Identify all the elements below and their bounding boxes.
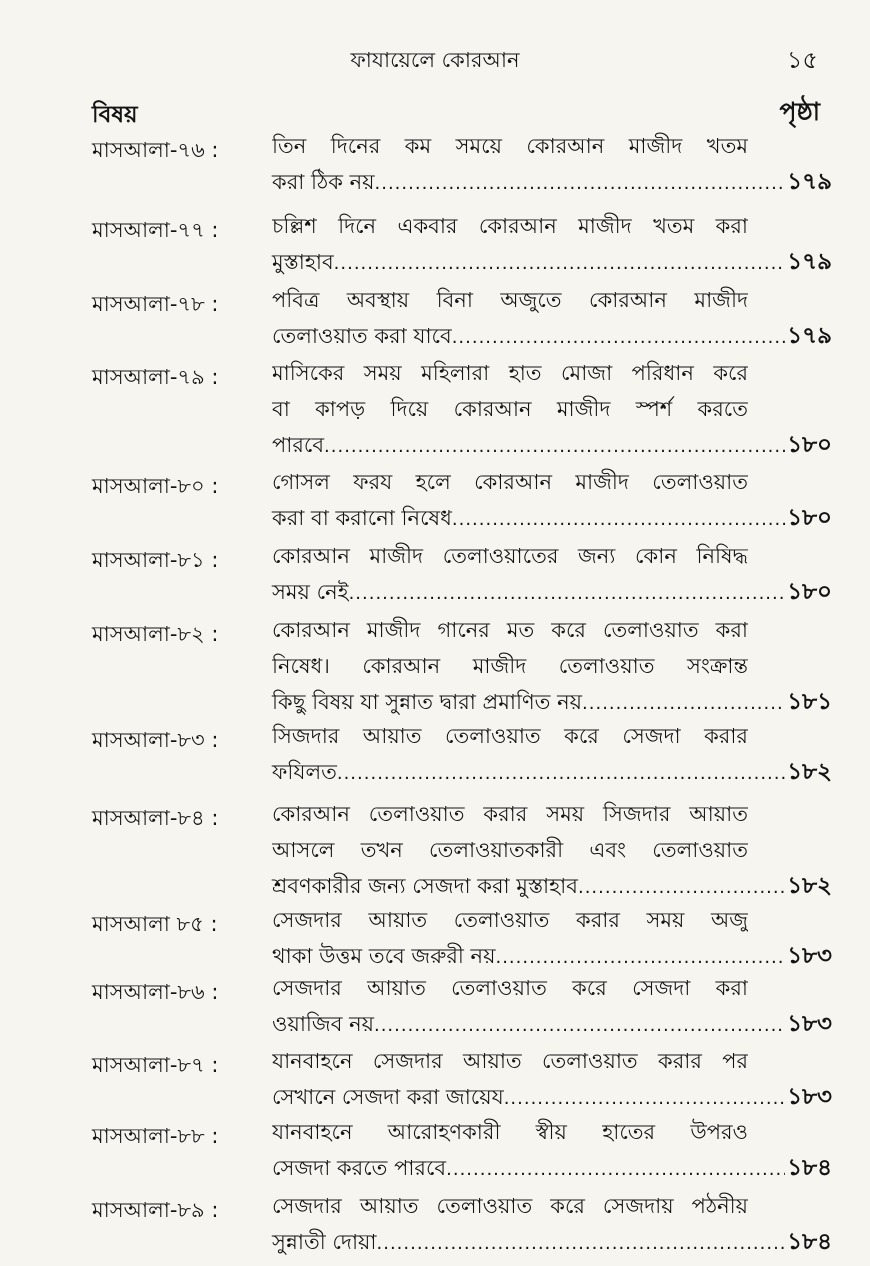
masala-label: মাসআলা-৭৯ :	[92, 365, 219, 389]
description-line: সেজদার আয়াত তেলাওয়াত করার সময় অজু	[272, 908, 748, 932]
description-line: পারবে	[272, 433, 325, 457]
description-last-line	[272, 1224, 832, 1260]
entry-page-number: ১৮০	[787, 432, 832, 458]
description-line: সেজদার আয়াত তেলাওয়াত করে সেজদা করা	[272, 976, 748, 1000]
masala-label: মাসআলা-৮৩ :	[92, 728, 219, 752]
description-line: সময় নেই	[272, 580, 349, 604]
entry-description	[272, 538, 832, 610]
description-last-line	[272, 1006, 832, 1042]
description-line: কিছু বিষয় যা সুন্নাত দ্বারা প্রমাণিত নয়	[272, 690, 583, 714]
entry-page-number: ১৮২	[787, 759, 832, 785]
page-number: ১৫	[786, 46, 818, 74]
dot-leader	[446, 1152, 785, 1188]
masala-label: মাসআলা-৮৮ :	[92, 1124, 219, 1148]
description-line: কোরআন মাজীদ তেলাওয়াতের জন্য কোন নিষিদ্ধ	[272, 544, 748, 568]
dot-leader	[375, 166, 786, 202]
masala-label: মাসআলা-৮২ :	[92, 622, 219, 646]
description-line: সিজদার আয়াত তেলাওয়াত করে সেজদা করার	[272, 724, 748, 748]
description-last-line	[272, 868, 832, 904]
description-line: গোসল ফরয হলে কোরআন মাজীদ তেলাওয়াত	[272, 470, 748, 494]
description-line: মাসিকের সময় মহিলারা হাত মোজা পরিধান করে	[272, 361, 748, 385]
dot-leader	[582, 686, 785, 722]
masala-label: মাসআলা-৭৭ :	[92, 218, 219, 242]
description-line: কোরআন মাজীদ গানের মত করে তেলাওয়াত করা	[272, 618, 748, 642]
dot-leader	[452, 502, 785, 538]
entry-description	[272, 128, 832, 200]
masala-label: মাসআলা-৮৯ :	[92, 1198, 219, 1222]
masala-label: মাসআলা-৮১ :	[92, 548, 219, 572]
masala-label: মাসআলা-৮৪ :	[92, 806, 219, 830]
description-line: তেলাওয়াত করা যাবে	[272, 324, 452, 348]
description-line: ফযিলত	[272, 760, 337, 784]
running-header-title: ফাযায়েলে কোরআন	[350, 48, 520, 72]
entry-description	[272, 970, 832, 1042]
entry-description	[272, 464, 832, 536]
description-line: নিষেধ। কোরআন মাজীদ তেলাওয়াত সংক্রান্ত	[272, 654, 748, 678]
entry-page-number: ১৮৪	[787, 1229, 832, 1255]
description-last-line	[272, 1079, 832, 1115]
entry-page-number: ১৮০	[787, 505, 832, 531]
entry-description	[272, 355, 832, 463]
description-line: করা বা করানো নিষেধ	[272, 506, 452, 530]
description-line: করা ঠিক নয়	[272, 170, 375, 194]
dot-leader	[349, 576, 786, 612]
description-last-line	[272, 684, 832, 720]
column-heading-topic: বিষয়	[92, 102, 138, 128]
dot-leader	[374, 1008, 785, 1044]
entry-page-number: ১৮২	[787, 873, 832, 899]
description-line: থাকা উত্তম তবে জরুরী নয়	[272, 944, 496, 968]
description-last-line	[272, 938, 832, 974]
description-line: তিন দিনের কম সময়ে কোরআন মাজীদ খতম	[272, 134, 748, 158]
entry-page-number: ১৭৯	[787, 249, 832, 275]
dot-leader	[334, 246, 786, 282]
entry-description	[272, 282, 832, 354]
description-last-line	[272, 1150, 832, 1186]
entry-page-number: ১৭৯	[787, 323, 832, 349]
entry-page-number: ১৮৩	[787, 1011, 832, 1037]
description-line: বা কাপড় দিয়ে কোরআন মাজীদ স্পর্শ করতে	[272, 397, 748, 421]
entry-description	[272, 208, 832, 280]
description-last-line	[272, 164, 832, 200]
description-last-line	[272, 500, 832, 536]
dot-leader	[504, 1081, 785, 1117]
description-line: চল্লিশ দিনে একবার কোরআন মাজীদ খতম করা	[272, 214, 748, 238]
masala-label: মাসআলা ৮৫ :	[92, 912, 218, 936]
entry-description	[272, 1043, 832, 1115]
description-line: ওয়াজিব নয়	[272, 1012, 374, 1036]
entry-description	[272, 718, 832, 790]
dot-leader	[324, 429, 785, 465]
entry-page-number: ১৮৩	[787, 1084, 832, 1110]
description-last-line	[272, 318, 832, 354]
entry-description	[272, 612, 832, 720]
description-line: সেজদার আয়াত তেলাওয়াত করে সেজদায় পঠনীয়	[272, 1194, 748, 1218]
entry-page-number: ১৮৪	[787, 1155, 832, 1181]
description-line: মুস্তাহাব	[272, 250, 334, 274]
description-line: যানবাহনে আরোহণকারী স্বীয় হাতের উপরও	[272, 1120, 748, 1144]
dot-leader	[377, 1226, 786, 1262]
dot-leader	[578, 870, 785, 906]
masala-label: মাসআলা-৭৮ :	[92, 292, 219, 316]
description-line: যানবাহনে সেজদার আয়াত তেলাওয়াত করার পর	[272, 1049, 748, 1073]
entry-page-number: ১৮১	[787, 689, 832, 715]
entry-page-number: ১৮০	[787, 579, 832, 605]
description-line: আসলে তখন তেলাওয়াতকারী এবং তেলাওয়াত	[272, 838, 748, 862]
description-last-line	[272, 244, 832, 280]
description-line: সেখানে সেজদা করা জায়েয	[272, 1085, 504, 1109]
masala-label: মাসআলা-৮০ :	[92, 474, 219, 498]
entry-description	[272, 796, 832, 904]
entry-description	[272, 1188, 832, 1260]
description-line: কোরআন তেলাওয়াত করার সময় সিজদার আয়াত	[272, 802, 748, 826]
description-last-line	[272, 427, 832, 463]
dot-leader	[452, 320, 786, 356]
masala-label: মাসআলা-৭৬ :	[92, 138, 219, 162]
entry-description	[272, 1114, 832, 1186]
entry-page-number: ১৭৯	[787, 169, 832, 195]
entry-page-number: ১৮৩	[787, 943, 832, 969]
entry-description	[272, 902, 832, 974]
masala-label: মাসআলা-৮৬ :	[92, 980, 219, 1004]
dot-leader	[337, 756, 785, 792]
description-last-line	[272, 574, 832, 610]
column-heading-page: পৃষ্ঠা	[779, 97, 820, 126]
description-line: সেজদা করতে পারবে	[272, 1156, 447, 1180]
description-line: সুন্নাতী দোয়া	[272, 1230, 377, 1254]
description-last-line	[272, 754, 832, 790]
description-line: পবিত্র অবস্থায় বিনা অজুতে কোরআন মাজীদ	[272, 288, 748, 312]
masala-label: মাসআলা-৮৭ :	[92, 1053, 219, 1077]
description-line: শ্রবণকারীর জন্য সেজদা করা মুস্তাহাব	[272, 874, 578, 898]
